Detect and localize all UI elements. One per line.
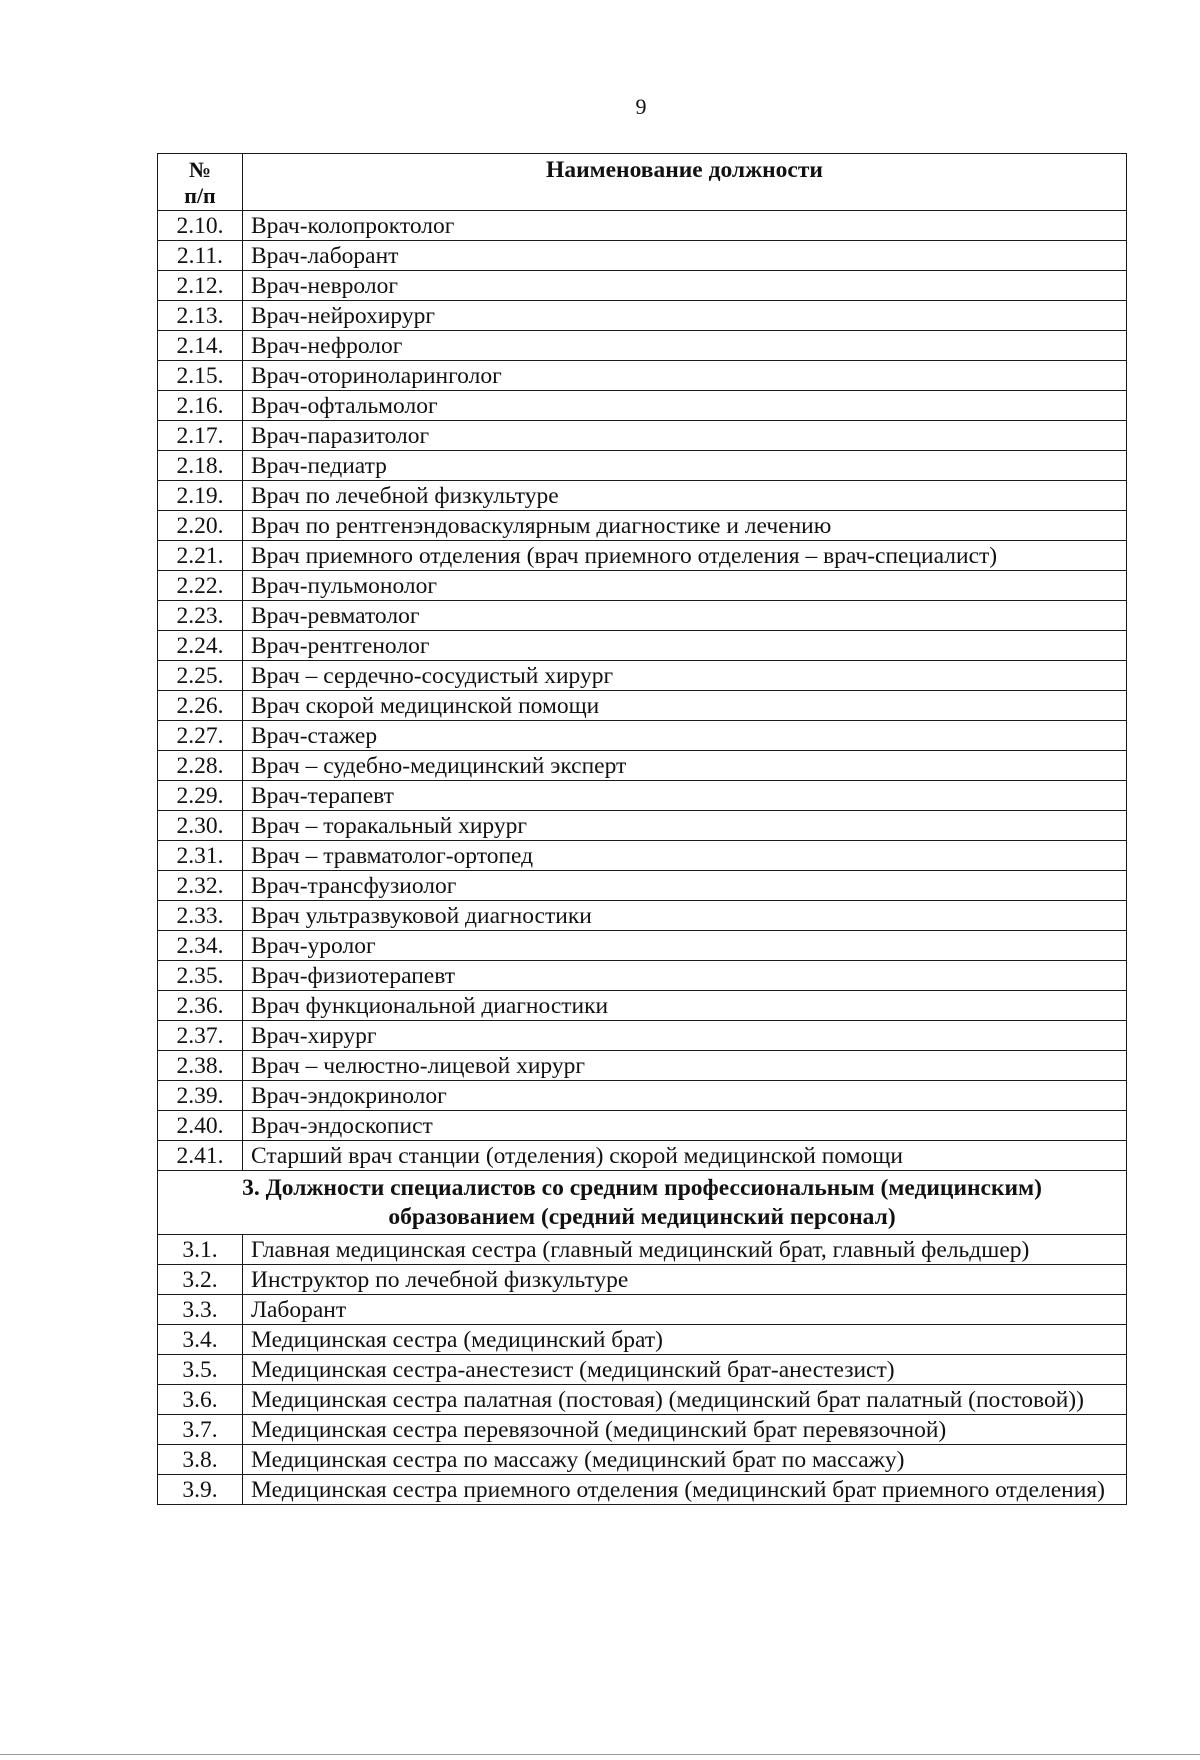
row-position-name: Врач – сердечно-сосудистый хирург: [243, 661, 1127, 691]
row-number: 2.24.: [158, 631, 243, 661]
table-row: [158, 871, 1127, 901]
header-number-abbrev: п/п: [184, 183, 216, 208]
table-row: [158, 661, 1127, 691]
table-row: [158, 781, 1127, 811]
row-number: 3.6.: [158, 1385, 243, 1415]
table-row: [158, 991, 1127, 1021]
table-row: [158, 901, 1127, 931]
row-number: 2.12.: [158, 271, 243, 301]
row-position-name: Врач – торакальный хирург: [243, 811, 1127, 841]
table-row: [158, 1081, 1127, 1111]
row-position-name: Медицинская сестра-анестезист (медицинский брат-анестезист): [243, 1355, 1127, 1385]
row-number: 2.29.: [158, 781, 243, 811]
row-position-name: Медицинская сестра перевязочной (медицинский брат перевязочной): [243, 1415, 1127, 1445]
row-position-name: Инструктор по лечебной физкультуре: [243, 1265, 1127, 1295]
row-number: 2.41.: [158, 1141, 243, 1171]
row-position-name: Врач-ревматолог: [243, 601, 1127, 631]
row-number: 2.34.: [158, 931, 243, 961]
row-number: 3.4.: [158, 1325, 243, 1355]
row-number: 2.31.: [158, 841, 243, 871]
table-row: [158, 421, 1127, 451]
table-row: [158, 1021, 1127, 1051]
table-row: [158, 271, 1127, 301]
row-position-name: Врач-хирург: [243, 1021, 1127, 1051]
row-number: 2.36.: [158, 991, 243, 1021]
row-position-name: Врач приемного отделения (врач приемного отделения – врач-специалист): [243, 541, 1127, 571]
row-position-name: Врач-педиатр: [243, 451, 1127, 481]
row-number: 2.25.: [158, 661, 243, 691]
row-number: 2.17.: [158, 421, 243, 451]
row-position-name: Лаборант: [243, 1295, 1127, 1325]
table-row: [158, 751, 1127, 781]
table-row: [158, 1141, 1127, 1171]
table-row: [158, 361, 1127, 391]
table-row: [158, 1235, 1127, 1265]
row-number: 3.8.: [158, 1445, 243, 1475]
table-row: [158, 961, 1127, 991]
row-position-name: Врач-трансфузиолог: [243, 871, 1127, 901]
table-row: [158, 1475, 1127, 1505]
header-number-sign: №: [188, 157, 212, 182]
row-number: 3.2.: [158, 1265, 243, 1295]
table-row: [158, 1355, 1127, 1385]
group2-body: [158, 211, 1127, 1171]
row-position-name: Врач-оториноларинголог: [243, 361, 1127, 391]
scan-edge-line: [0, 1754, 1200, 1755]
table-row: [158, 211, 1127, 241]
table-row: [158, 1325, 1127, 1355]
row-number: 2.32.: [158, 871, 243, 901]
table-row: [158, 1111, 1127, 1141]
table-row: [158, 331, 1127, 361]
table-row: [158, 241, 1127, 271]
row-position-name: Врач-терапевт: [243, 781, 1127, 811]
row-number: 2.20.: [158, 511, 243, 541]
table-row: [158, 1295, 1127, 1325]
row-position-name: Врач по лечебной физкультуре: [243, 481, 1127, 511]
table-row: [158, 721, 1127, 751]
row-number: 2.37.: [158, 1021, 243, 1051]
section-row: [158, 1171, 1127, 1235]
row-number: 2.13.: [158, 301, 243, 331]
table-row: [158, 1051, 1127, 1081]
row-position-name: Врач-пульмонолог: [243, 571, 1127, 601]
table-row: [158, 511, 1127, 541]
row-position-name: Врач – травматолог-ортопед: [243, 841, 1127, 871]
row-number: 2.23.: [158, 601, 243, 631]
row-number: 2.21.: [158, 541, 243, 571]
row-position-name: Врач скорой медицинской помощи: [243, 691, 1127, 721]
row-number: 2.39.: [158, 1081, 243, 1111]
row-number: 2.33.: [158, 901, 243, 931]
row-number: 2.19.: [158, 481, 243, 511]
table-row: [158, 631, 1127, 661]
row-position-name: Медицинская сестра (медицинский брат): [243, 1325, 1127, 1355]
row-number: 3.1.: [158, 1235, 243, 1265]
row-number: 2.28.: [158, 751, 243, 781]
row-number: 2.40.: [158, 1111, 243, 1141]
table-row: [158, 301, 1127, 331]
table-row: [158, 841, 1127, 871]
table-row: [158, 1415, 1127, 1445]
header-number-col: [158, 154, 243, 211]
table-row: [158, 601, 1127, 631]
row-number: 3.9.: [158, 1475, 243, 1505]
table-row: [158, 571, 1127, 601]
row-number: 2.10.: [158, 211, 243, 241]
table-row: [158, 481, 1127, 511]
row-position-name: Врач функциональной диагностики: [243, 991, 1127, 1021]
row-position-name: Врач-офтальмолог: [243, 391, 1127, 421]
row-position-name: Врач-физиотерапевт: [243, 961, 1127, 991]
group3-body: [158, 1235, 1127, 1505]
table-row: [158, 451, 1127, 481]
row-position-name: Врач-невролог: [243, 271, 1127, 301]
row-position-name: Врач-эндокринолог: [243, 1081, 1127, 1111]
table-row: [158, 391, 1127, 421]
row-position-name: Медицинская сестра приемного отделения (медицинский брат приемного отделения): [243, 1475, 1127, 1505]
row-position-name: Врач – судебно-медицинский эксперт: [243, 751, 1127, 781]
table-row: [158, 1445, 1127, 1475]
row-position-name: Врач ультразвуковой диагностики: [243, 901, 1127, 931]
table-row: [158, 931, 1127, 961]
row-number: 2.38.: [158, 1051, 243, 1081]
row-position-name: Медицинская сестра по массажу (медицинский брат по массажу): [243, 1445, 1127, 1475]
row-position-name: Врач-рентгенолог: [243, 631, 1127, 661]
row-position-name: Врач-лаборант: [243, 241, 1127, 271]
row-position-name: Врач-паразитолог: [243, 421, 1127, 451]
page-number: 9: [635, 94, 647, 119]
row-number: 2.18.: [158, 451, 243, 481]
table-row: [158, 1265, 1127, 1295]
row-number: 2.27.: [158, 721, 243, 751]
row-position-name: Врач-нейрохирург: [243, 301, 1127, 331]
row-position-name: Врач-стажер: [243, 721, 1127, 751]
row-position-name: Медицинская сестра палатная (постовая) (медицинский брат палатный (постовой)): [243, 1385, 1127, 1415]
row-number: 3.5.: [158, 1355, 243, 1385]
row-number: 2.35.: [158, 961, 243, 991]
table-row: [158, 811, 1127, 841]
positions-table: [157, 153, 1127, 1505]
row-number: 2.22.: [158, 571, 243, 601]
row-number: 2.15.: [158, 361, 243, 391]
table-row: [158, 1385, 1127, 1415]
row-position-name: Старший врач станции (отделения) скорой медицинской помощи: [243, 1141, 1127, 1171]
row-position-name: Врач-нефролог: [243, 331, 1127, 361]
row-number: 3.3.: [158, 1295, 243, 1325]
section-3-title: 3. Должности специалистов со средним профессиональным (медицинским) образованием (средний медицинский персонал): [158, 1171, 1127, 1235]
row-position-name: Врач-уролог: [243, 931, 1127, 961]
row-number: 3.7.: [158, 1415, 243, 1445]
table-row: [158, 691, 1127, 721]
row-position-name: Врач-эндоскопист: [243, 1111, 1127, 1141]
row-number: 2.14.: [158, 331, 243, 361]
table-header-row: [158, 154, 1127, 211]
header-name-col: Наименование должности: [243, 154, 1127, 211]
row-position-name: Врач – челюстно-лицевой хирург: [243, 1051, 1127, 1081]
table-row: [158, 541, 1127, 571]
row-number: 2.11.: [158, 241, 243, 271]
row-number: 2.16.: [158, 391, 243, 421]
row-position-name: Врач по рентгенэндоваскулярным диагностике и лечению: [243, 511, 1127, 541]
row-number: 2.26.: [158, 691, 243, 721]
row-position-name: Главная медицинская сестра (главный медицинский брат, главный фельдшер): [243, 1235, 1127, 1265]
row-position-name: Врач-колопроктолог: [243, 211, 1127, 241]
row-number: 2.30.: [158, 811, 243, 841]
